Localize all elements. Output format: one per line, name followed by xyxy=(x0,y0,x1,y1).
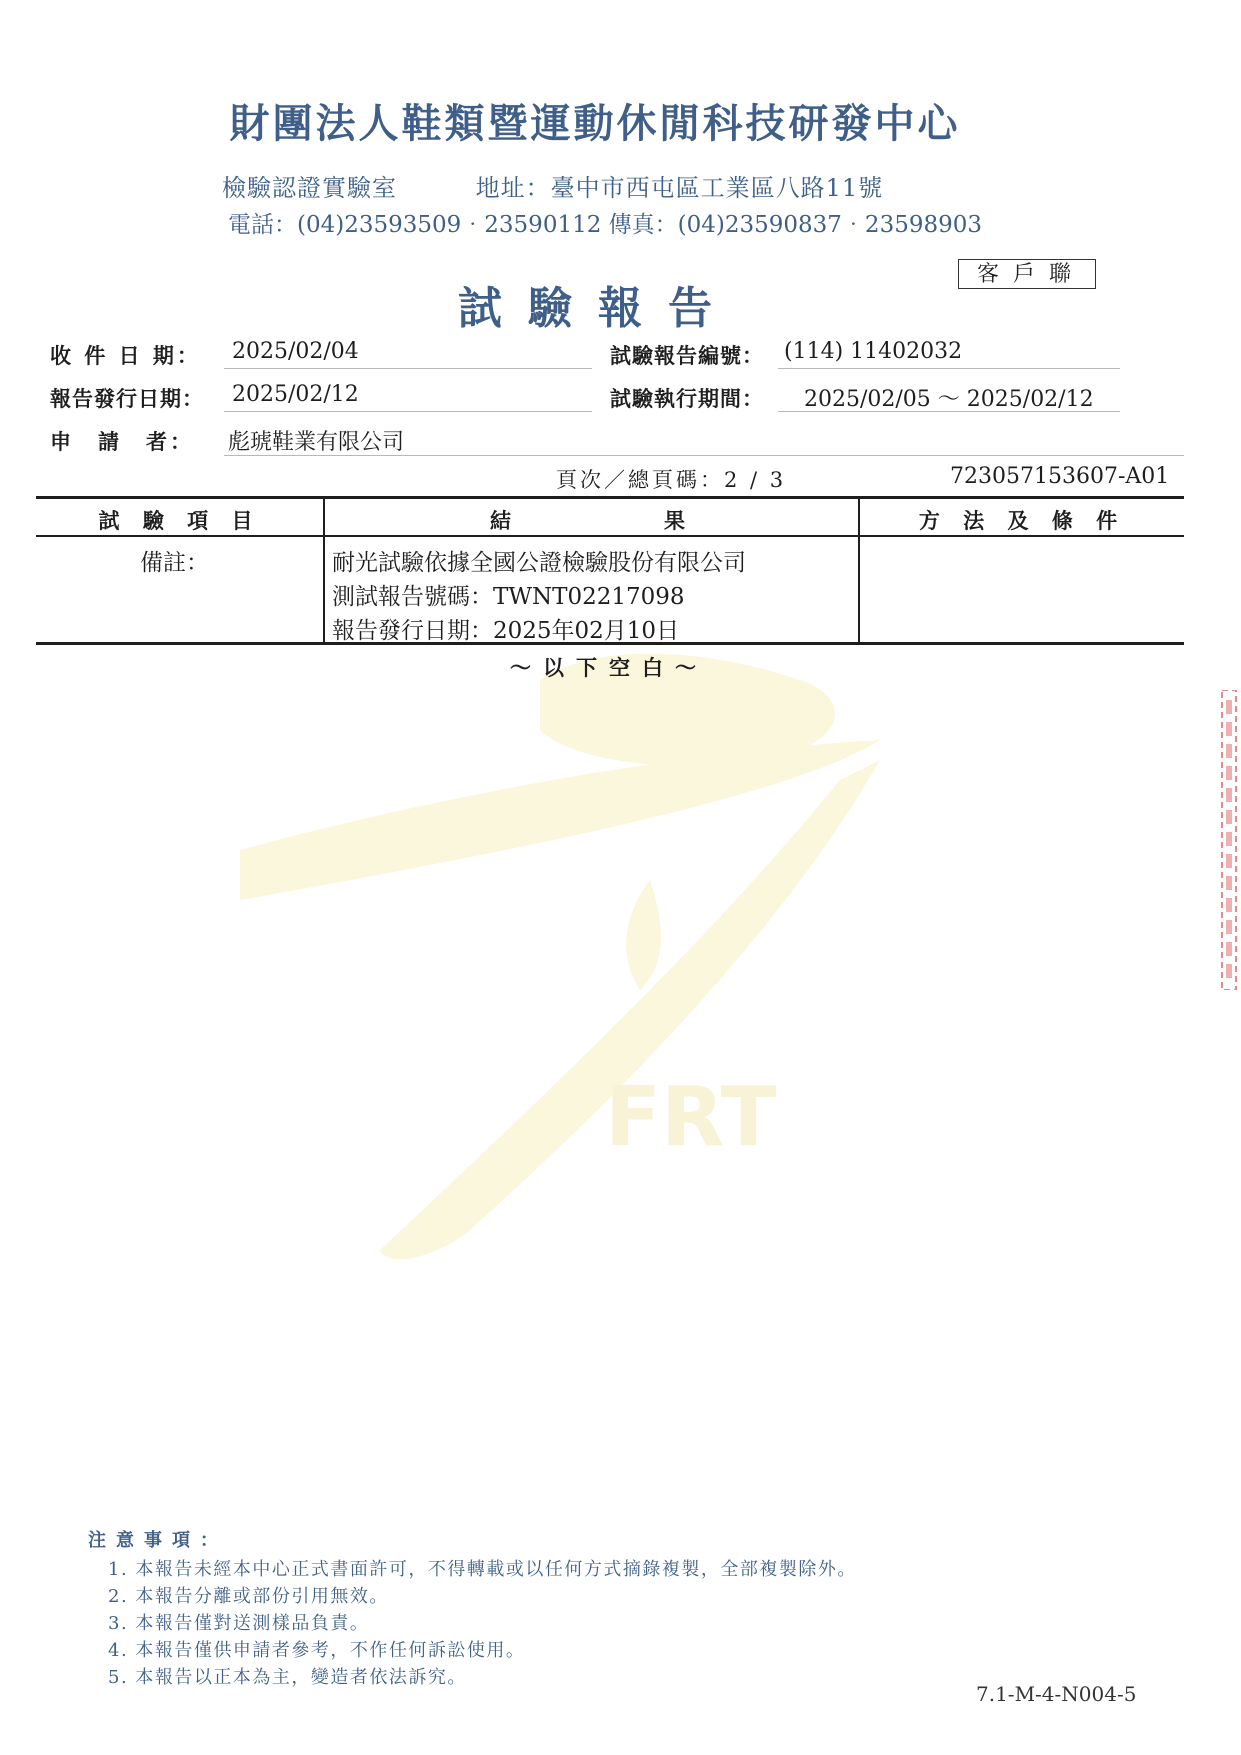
lab-address: 地址：臺中市西屯區工業區八路11號 xyxy=(475,174,884,202)
issue-date-value: 2025/02/12 xyxy=(232,382,359,407)
table-header-divider xyxy=(36,535,1184,537)
test-period-underline xyxy=(778,411,1120,412)
note-item-4: 4. 本報告僅供申請者參考，不作任何訴訟使用。 xyxy=(108,1640,526,1661)
issue-date-underline xyxy=(224,411,592,412)
note-item-3: 3. 本報告僅對送測樣品負責。 xyxy=(108,1613,370,1634)
applicant-underline xyxy=(224,455,1184,456)
header-method: 方 法 及 條 件 xyxy=(918,508,1126,533)
page-indicator: 頁次／總頁碼：2 / 3 xyxy=(556,468,787,492)
receive-date-underline xyxy=(224,368,592,369)
red-seal-stamp xyxy=(1220,690,1238,990)
receive-date-value: 2025/02/04 xyxy=(232,339,359,364)
form-code: 7.1-M-4-N004-5 xyxy=(976,1682,1137,1706)
notes-title: 注意事項： xyxy=(88,1530,228,1551)
document-code: 723057153607-A01 xyxy=(950,464,1170,489)
result-line-3: 報告發行日期：2025年02月10日 xyxy=(332,618,680,644)
test-period-label: 試驗執行期間： xyxy=(610,386,764,411)
applicant-value: 彪琥鞋業有限公司 xyxy=(228,430,405,455)
issue-date-label: 報告發行日期： xyxy=(50,386,204,411)
lab-name: 檢驗認證實驗室 xyxy=(222,174,397,202)
header-result: 結 果 xyxy=(490,508,693,533)
frt-watermark-logo xyxy=(240,640,1000,1280)
note-item-2: 2. 本報告分離或部份引用無效。 xyxy=(108,1586,389,1607)
result-line-2: 測試報告號碼：TWNT02217098 xyxy=(332,584,685,610)
table-row-item: 備註： xyxy=(140,550,209,576)
result-line-1: 耐光試驗依據全國公證檢驗股份有限公司 xyxy=(332,550,746,576)
organization-name: 財團法人鞋類暨運動休閒科技研發中心 xyxy=(229,101,961,147)
copy-type-badge: 客戶聯 xyxy=(958,259,1096,289)
test-period-value: 2025/02/05 ～ 2025/02/12 xyxy=(804,387,1094,412)
report-no-label: 試驗報告編號： xyxy=(610,343,764,368)
receive-date-label: 收 件 日 期： xyxy=(50,343,201,368)
svg-text:FRT: FRT xyxy=(605,1070,777,1165)
lab-info-line xyxy=(222,168,883,203)
note-item-5: 5. 本報告以正本為主，變造者依法訴究。 xyxy=(108,1667,467,1688)
report-no-underline xyxy=(778,368,1120,369)
report-no-value: (114) 11402032 xyxy=(784,339,963,364)
table-top-border xyxy=(36,496,1184,499)
report-title: 試驗報告 xyxy=(458,283,738,334)
applicant-label: 申 請 者： xyxy=(50,429,194,454)
note-item-1: 1. 本報告未經本中心正式書面許可，不得轉載或以任何方式摘錄複製，全部複製除外。 xyxy=(108,1559,857,1580)
header-test-item: 試 驗 項 目 xyxy=(98,508,261,533)
phone-fax-line: 電話：(04)23593509‧23590112 傳真：(04)23590837‧23598903 xyxy=(228,212,983,238)
blank-below-marker: ～以下空白～ xyxy=(510,655,708,680)
